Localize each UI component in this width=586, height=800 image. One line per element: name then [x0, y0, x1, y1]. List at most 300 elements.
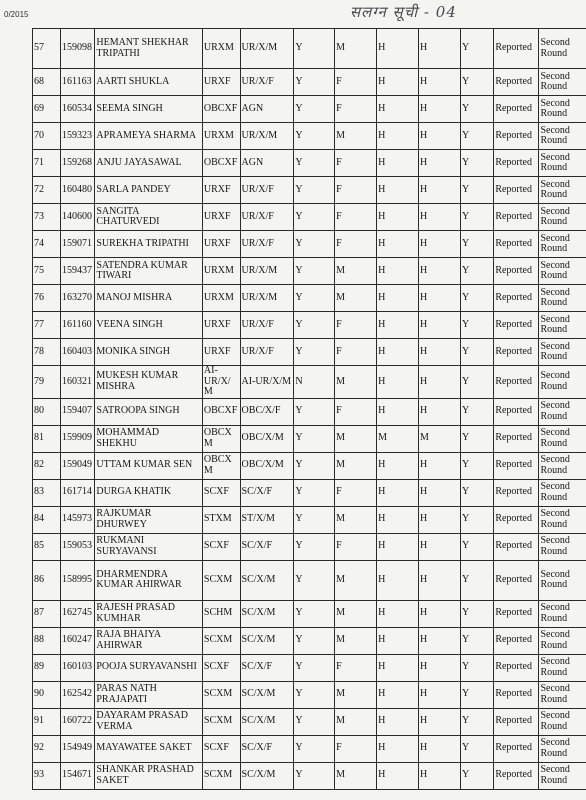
status-cell: Reported [494, 452, 539, 479]
allotted-category-cell: OBC/X/F [240, 398, 294, 425]
status-cell: Reported [494, 150, 539, 177]
medium-cell: H [377, 398, 419, 425]
eligibility-flag-cell: Y [294, 177, 335, 204]
subject-medium-cell: H [419, 258, 461, 285]
status-cell: Reported [494, 69, 539, 96]
eligibility-flag-cell: Y [294, 150, 335, 177]
medium-cell: H [377, 339, 419, 366]
verified-flag-cell: Y [460, 285, 493, 312]
subject-medium-cell: H [419, 708, 461, 735]
serial-number-cell: 84 [33, 506, 61, 533]
application-id-cell: 160321 [60, 366, 94, 399]
verified-flag-cell: Y [460, 96, 493, 123]
medium-cell: H [377, 708, 419, 735]
round-cell: Second Round [539, 425, 586, 452]
table-row [33, 29, 586, 69]
allotted-category-cell: SC/X/F [240, 735, 294, 762]
category-cell: OBCXF [202, 398, 240, 425]
table-body [33, 29, 586, 790]
category-cell: SCHM [202, 600, 240, 627]
serial-number-cell: 86 [33, 560, 61, 600]
verified-flag-cell: Y [460, 231, 493, 258]
eligibility-flag-cell: Y [294, 600, 335, 627]
candidate-name-cell: RAJKUMAR DHURWEY [95, 506, 203, 533]
round-cell: Second Round [539, 177, 586, 204]
page-header [0, 0, 586, 28]
serial-number-cell: 91 [33, 708, 61, 735]
application-id-cell: 163270 [60, 285, 94, 312]
serial-number-cell: 75 [33, 258, 61, 285]
serial-number-cell: 76 [33, 285, 61, 312]
eligibility-flag-cell: Y [294, 69, 335, 96]
application-id-cell: 160534 [60, 96, 94, 123]
medium-cell: H [377, 452, 419, 479]
verified-flag-cell: Y [460, 708, 493, 735]
gender-cell: F [335, 231, 377, 258]
application-id-cell: 159437 [60, 258, 94, 285]
verified-flag-cell: Y [460, 398, 493, 425]
table-row [33, 398, 586, 425]
medium-cell: H [377, 479, 419, 506]
subject-medium-cell: H [419, 560, 461, 600]
verified-flag-cell: Y [460, 204, 493, 231]
round-cell: Second Round [539, 560, 586, 600]
verified-flag-cell: Y [460, 762, 493, 789]
gender-cell: F [335, 339, 377, 366]
round-cell: Second Round [539, 533, 586, 560]
verified-flag-cell: Y [460, 627, 493, 654]
medium-cell: H [377, 366, 419, 399]
round-cell: Second Round [539, 258, 586, 285]
table-row [33, 479, 586, 506]
verified-flag-cell: Y [460, 479, 493, 506]
eligibility-flag-cell: Y [294, 339, 335, 366]
eligibility-flag-cell: Y [294, 425, 335, 452]
allotted-category-cell: ST/X/M [240, 506, 294, 533]
serial-number-cell: 88 [33, 627, 61, 654]
application-id-cell: 154671 [60, 762, 94, 789]
status-cell: Reported [494, 479, 539, 506]
status-cell: Reported [494, 762, 539, 789]
candidate-name-cell: ANJU JAYASAWAL [95, 150, 203, 177]
medium-cell: H [377, 506, 419, 533]
allotted-category-cell: UR/X/M [240, 258, 294, 285]
eligibility-flag-cell: N [294, 366, 335, 399]
gender-cell: F [335, 479, 377, 506]
gender-cell: F [335, 177, 377, 204]
verified-flag-cell: Y [460, 258, 493, 285]
eligibility-flag-cell: Y [294, 735, 335, 762]
application-id-cell: 160480 [60, 177, 94, 204]
status-cell: Reported [494, 177, 539, 204]
serial-number-cell: 93 [33, 762, 61, 789]
serial-number-cell: 87 [33, 600, 61, 627]
verified-flag-cell: Y [460, 452, 493, 479]
verified-flag-cell: Y [460, 425, 493, 452]
verified-flag-cell: Y [460, 150, 493, 177]
subject-medium-cell: H [419, 123, 461, 150]
round-cell: Second Round [539, 69, 586, 96]
status-cell: Reported [494, 339, 539, 366]
verified-flag-cell: Y [460, 560, 493, 600]
subject-medium-cell: H [419, 204, 461, 231]
round-cell: Second Round [539, 627, 586, 654]
eligibility-flag-cell: Y [294, 398, 335, 425]
eligibility-flag-cell: Y [294, 762, 335, 789]
candidate-name-cell: POOJA SURYAVANSHI [95, 654, 203, 681]
status-cell: Reported [494, 96, 539, 123]
status-cell: Reported [494, 627, 539, 654]
serial-number-cell: 73 [33, 204, 61, 231]
table-row [33, 506, 586, 533]
serial-number-cell: 83 [33, 479, 61, 506]
eligibility-flag-cell: Y [294, 708, 335, 735]
round-cell: Second Round [539, 708, 586, 735]
status-cell: Reported [494, 600, 539, 627]
subject-medium-cell: H [419, 29, 461, 69]
application-id-cell: 159053 [60, 533, 94, 560]
subject-medium-cell: H [419, 366, 461, 399]
allotted-category-cell: UR/X/F [240, 231, 294, 258]
table-row [33, 627, 586, 654]
category-cell: AI-UR/X/M [202, 366, 240, 399]
round-cell: Second Round [539, 366, 586, 399]
serial-number-cell: 82 [33, 452, 61, 479]
serial-number-cell: 92 [33, 735, 61, 762]
serial-number-cell: 74 [33, 231, 61, 258]
round-cell: Second Round [539, 735, 586, 762]
allotted-category-cell: UR/X/M [240, 29, 294, 69]
medium-cell: H [377, 560, 419, 600]
status-cell: Reported [494, 285, 539, 312]
category-cell: SCXF [202, 533, 240, 560]
candidate-name-cell: DAYARAM PRASAD VERMA [95, 708, 203, 735]
eligibility-flag-cell: Y [294, 681, 335, 708]
verified-flag-cell: Y [460, 312, 493, 339]
allotted-category-cell: SC/X/M [240, 681, 294, 708]
table-row [33, 560, 586, 600]
candidate-name-cell: SEEMA SINGH [95, 96, 203, 123]
serial-number-cell: 71 [33, 150, 61, 177]
table-row [33, 708, 586, 735]
category-cell: URXF [202, 339, 240, 366]
category-cell: URXF [202, 177, 240, 204]
verified-flag-cell: Y [460, 69, 493, 96]
subject-medium-cell: H [419, 654, 461, 681]
gender-cell: M [335, 285, 377, 312]
verified-flag-cell: Y [460, 533, 493, 560]
status-cell: Reported [494, 681, 539, 708]
round-cell: Second Round [539, 654, 586, 681]
candidate-name-cell: DURGA KHATIK [95, 479, 203, 506]
verified-flag-cell: Y [460, 654, 493, 681]
candidate-name-cell: VEENA SINGH [95, 312, 203, 339]
subject-medium-cell: H [419, 762, 461, 789]
category-cell: OBCXF [202, 96, 240, 123]
gender-cell: M [335, 762, 377, 789]
allotted-category-cell: UR/X/M [240, 123, 294, 150]
medium-cell: H [377, 231, 419, 258]
round-cell: Second Round [539, 150, 586, 177]
allotted-category-cell: UR/X/F [240, 339, 294, 366]
table-row [33, 366, 586, 399]
eligibility-flag-cell: Y [294, 123, 335, 150]
candidate-table [32, 28, 586, 790]
category-cell: URXM [202, 258, 240, 285]
medium-cell: H [377, 654, 419, 681]
round-cell: Second Round [539, 479, 586, 506]
gender-cell: F [335, 654, 377, 681]
allotted-category-cell: UR/X/F [240, 312, 294, 339]
subject-medium-cell: H [419, 479, 461, 506]
category-cell: URXM [202, 123, 240, 150]
gender-cell: F [335, 398, 377, 425]
medium-cell: H [377, 150, 419, 177]
verified-flag-cell: Y [460, 177, 493, 204]
table-row [33, 204, 586, 231]
gender-cell: F [335, 312, 377, 339]
table-row [33, 600, 586, 627]
serial-number-cell: 72 [33, 177, 61, 204]
status-cell: Reported [494, 398, 539, 425]
subject-medium-cell: H [419, 506, 461, 533]
application-id-cell: 140600 [60, 204, 94, 231]
serial-number-cell: 90 [33, 681, 61, 708]
application-id-cell: 159909 [60, 425, 94, 452]
serial-number-cell: 81 [33, 425, 61, 452]
serial-number-cell: 70 [33, 123, 61, 150]
eligibility-flag-cell: Y [294, 258, 335, 285]
round-cell: Second Round [539, 762, 586, 789]
eligibility-flag-cell: Y [294, 479, 335, 506]
round-cell: Second Round [539, 600, 586, 627]
table-row [33, 150, 586, 177]
gender-cell: F [335, 69, 377, 96]
table-row [33, 339, 586, 366]
medium-cell: H [377, 312, 419, 339]
table-row [33, 258, 586, 285]
eligibility-flag-cell: Y [294, 204, 335, 231]
gender-cell: M [335, 506, 377, 533]
medium-cell: H [377, 735, 419, 762]
gender-cell: F [335, 150, 377, 177]
subject-medium-cell: H [419, 735, 461, 762]
allotted-category-cell: AGN [240, 150, 294, 177]
status-cell: Reported [494, 258, 539, 285]
subject-medium-cell: H [419, 600, 461, 627]
candidate-name-cell: DHARMENDRA KUMAR AHIRWAR [95, 560, 203, 600]
allotted-category-cell: SC/X/F [240, 533, 294, 560]
application-id-cell: 159071 [60, 231, 94, 258]
status-cell: Reported [494, 654, 539, 681]
medium-cell: H [377, 123, 419, 150]
verified-flag-cell: Y [460, 366, 493, 399]
subject-medium-cell: H [419, 681, 461, 708]
handwritten-annotation: सलग्न सूची - 04 [350, 3, 457, 21]
round-cell: Second Round [539, 96, 586, 123]
medium-cell: H [377, 96, 419, 123]
subject-medium-cell: H [419, 627, 461, 654]
table-row [33, 681, 586, 708]
serial-number-cell: 80 [33, 398, 61, 425]
candidate-name-cell: SANGITA CHATURVEDI [95, 204, 203, 231]
subject-medium-cell: H [419, 285, 461, 312]
table-row [33, 285, 586, 312]
subject-medium-cell: H [419, 177, 461, 204]
medium-cell: H [377, 177, 419, 204]
allotted-category-cell: UR/X/F [240, 69, 294, 96]
candidate-name-cell: PARAS NATH PRAJAPATI [95, 681, 203, 708]
candidate-name-cell: MAYAWATEE SAKET [95, 735, 203, 762]
gender-cell: F [335, 533, 377, 560]
serial-number-cell: 89 [33, 654, 61, 681]
serial-number-cell: 57 [33, 29, 61, 69]
gender-cell: M [335, 681, 377, 708]
gender-cell: F [335, 204, 377, 231]
candidate-name-cell: MUKESH KUMAR MISHRA [95, 366, 203, 399]
gender-cell: M [335, 708, 377, 735]
medium-cell: H [377, 600, 419, 627]
candidate-name-cell: MOHAMMAD SHEKHU [95, 425, 203, 452]
medium-cell: H [377, 627, 419, 654]
gender-cell: F [335, 735, 377, 762]
application-id-cell: 161163 [60, 69, 94, 96]
eligibility-flag-cell: Y [294, 560, 335, 600]
eligibility-flag-cell: Y [294, 533, 335, 560]
subject-medium-cell: H [419, 150, 461, 177]
subject-medium-cell: H [419, 312, 461, 339]
application-id-cell: 160103 [60, 654, 94, 681]
table-row [33, 762, 586, 789]
serial-number-cell: 78 [33, 339, 61, 366]
eligibility-flag-cell: Y [294, 29, 335, 69]
allotted-category-cell: SC/X/F [240, 479, 294, 506]
status-cell: Reported [494, 123, 539, 150]
gender-cell: M [335, 425, 377, 452]
candidate-name-cell: MONIKA SINGH [95, 339, 203, 366]
table-row [33, 312, 586, 339]
eligibility-flag-cell: Y [294, 285, 335, 312]
round-cell: Second Round [539, 681, 586, 708]
verified-flag-cell: Y [460, 681, 493, 708]
table-row [33, 735, 586, 762]
eligibility-flag-cell: Y [294, 506, 335, 533]
medium-cell: H [377, 681, 419, 708]
gender-cell: M [335, 366, 377, 399]
application-id-cell: 159323 [60, 123, 94, 150]
application-id-cell: 154949 [60, 735, 94, 762]
status-cell: Reported [494, 533, 539, 560]
candidate-name-cell: HEMANT SHEKHAR TRIPATHI [95, 29, 203, 69]
application-id-cell: 160247 [60, 627, 94, 654]
medium-cell: H [377, 285, 419, 312]
category-cell: SCXF [202, 735, 240, 762]
allotted-category-cell: SC/X/M [240, 762, 294, 789]
table-row [33, 96, 586, 123]
category-cell: URXF [202, 312, 240, 339]
table-row [33, 69, 586, 96]
candidate-name-cell: SATENDRA KUMAR TIWARI [95, 258, 203, 285]
application-id-cell: 160722 [60, 708, 94, 735]
candidate-name-cell: SHANKAR PRASHAD SAKET [95, 762, 203, 789]
medium-cell: H [377, 533, 419, 560]
category-cell: URXM [202, 285, 240, 312]
category-cell: SCXM [202, 762, 240, 789]
candidate-name-cell: SUREKHA TRIPATHI [95, 231, 203, 258]
status-cell: Reported [494, 231, 539, 258]
category-cell: SCXM [202, 627, 240, 654]
application-id-cell: 145973 [60, 506, 94, 533]
subject-medium-cell: H [419, 231, 461, 258]
application-id-cell: 161160 [60, 312, 94, 339]
allotted-category-cell: UR/X/F [240, 177, 294, 204]
candidate-name-cell: RAJESH PRASAD KUMHAR [95, 600, 203, 627]
candidate-name-cell: APRAMEYA SHARMA [95, 123, 203, 150]
medium-cell: H [377, 69, 419, 96]
serial-number-cell: 85 [33, 533, 61, 560]
allotted-category-cell: AGN [240, 96, 294, 123]
category-cell: SCXM [202, 560, 240, 600]
medium-cell: H [377, 204, 419, 231]
subject-medium-cell: H [419, 339, 461, 366]
eligibility-flag-cell: Y [294, 231, 335, 258]
subject-medium-cell: H [419, 533, 461, 560]
application-id-cell: 162542 [60, 681, 94, 708]
round-cell: Second Round [539, 398, 586, 425]
category-cell: SCXF [202, 654, 240, 681]
category-cell: URXF [202, 204, 240, 231]
subject-medium-cell: M [419, 425, 461, 452]
round-cell: Second Round [539, 285, 586, 312]
table-row [33, 654, 586, 681]
date-stamp: 0/2015 [4, 10, 29, 19]
verified-flag-cell: Y [460, 29, 493, 69]
category-cell: STXM [202, 506, 240, 533]
category-cell: URXF [202, 69, 240, 96]
candidate-name-cell: RAJA BHAIYA AHIRWAR [95, 627, 203, 654]
serial-number-cell: 68 [33, 69, 61, 96]
category-cell: URXF [202, 231, 240, 258]
candidate-name-cell: SARLA PANDEY [95, 177, 203, 204]
medium-cell: M [377, 425, 419, 452]
allotted-category-cell: UR/X/F [240, 204, 294, 231]
allotted-category-cell: SC/X/M [240, 708, 294, 735]
table-row [33, 177, 586, 204]
table-row [33, 425, 586, 452]
candidate-name-cell: UTTAM KUMAR SEN [95, 452, 203, 479]
application-id-cell: 159049 [60, 452, 94, 479]
candidate-name-cell: RUKMANI SURYAVANSI [95, 533, 203, 560]
serial-number-cell: 79 [33, 366, 61, 399]
allotted-category-cell: SC/X/F [240, 654, 294, 681]
candidate-name-cell: AARTI SHUKLA [95, 69, 203, 96]
subject-medium-cell: H [419, 96, 461, 123]
gender-cell: M [335, 560, 377, 600]
gender-cell: M [335, 600, 377, 627]
gender-cell: M [335, 452, 377, 479]
allotted-category-cell: SC/X/M [240, 600, 294, 627]
candidate-name-cell: SATROOPA SINGH [95, 398, 203, 425]
candidate-name-cell: MANOJ MISHRA [95, 285, 203, 312]
verified-flag-cell: Y [460, 123, 493, 150]
application-id-cell: 159098 [60, 29, 94, 69]
eligibility-flag-cell: Y [294, 452, 335, 479]
round-cell: Second Round [539, 204, 586, 231]
eligibility-flag-cell: Y [294, 654, 335, 681]
status-cell: Reported [494, 708, 539, 735]
subject-medium-cell: H [419, 452, 461, 479]
allotted-category-cell: AI-UR/X/M [240, 366, 294, 399]
